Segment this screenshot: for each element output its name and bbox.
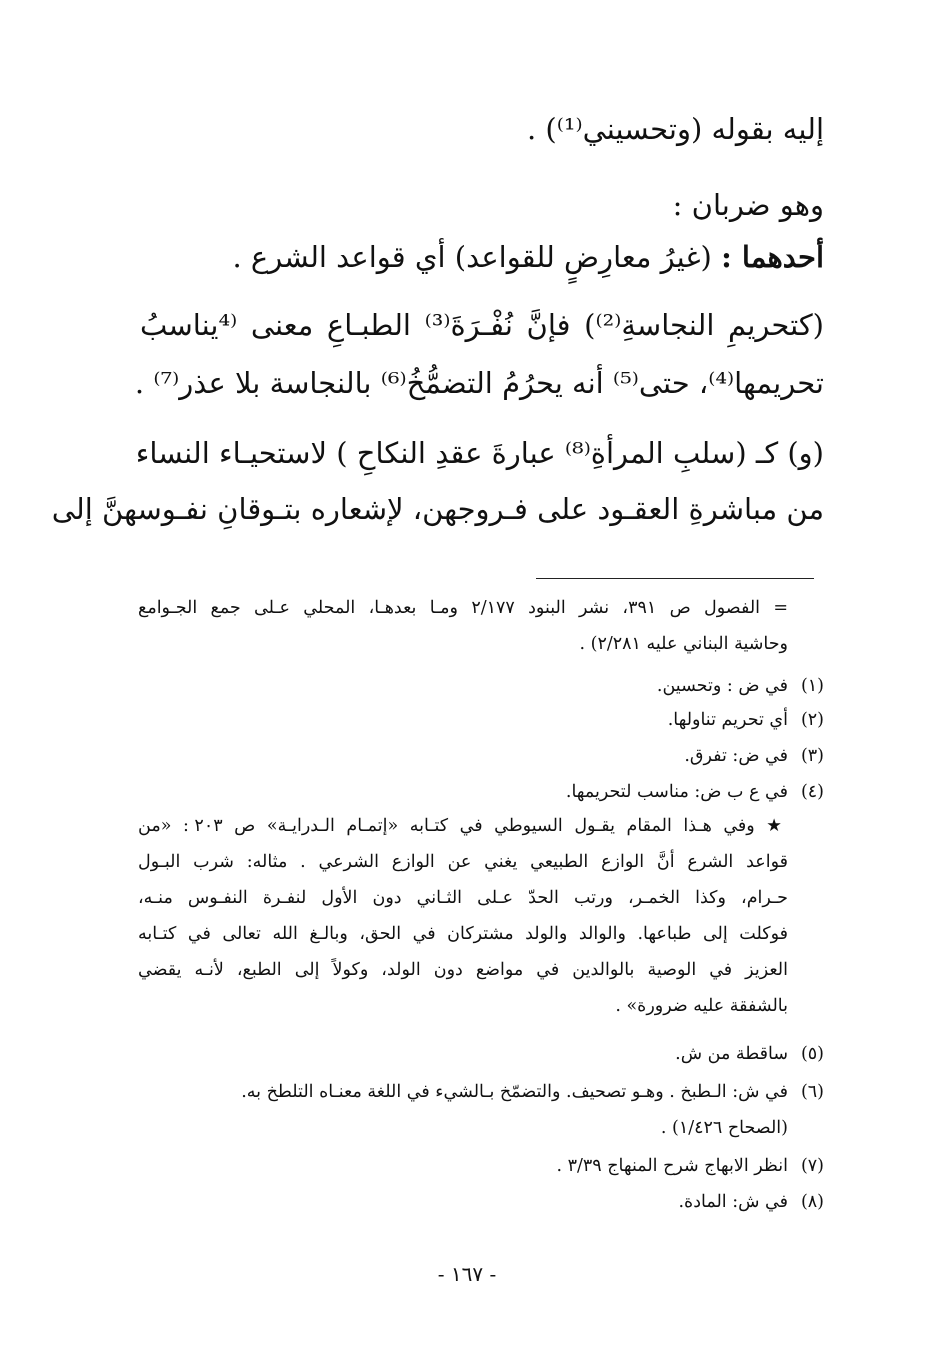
star-note-line-3: حـرام، وكذا الخمـر، ورتب الحدّ عـلى الثـاني دون الأول لنفـرة النفـوس منـه، (138, 888, 788, 908)
footnote-6-number: (٦) (800, 1082, 824, 1102)
footnote-2 (138, 710, 824, 730)
star-note-line-4: فوكلت إلى طباعها. والوالد والولد مشتركان في الحق، وبالـغ الله تعالى في كتـابه (138, 924, 788, 944)
footnote-8 (138, 1192, 824, 1212)
ahaduhuma-label: أحدهما : (721, 240, 824, 274)
footnote-6-continuation: (الصحاح ١/٤٢٦) . (660, 1118, 788, 1138)
footnote-5 (138, 1044, 824, 1064)
footnote-2-text: أي تحريم تناولها. (667, 710, 788, 730)
star-note-line-2: قواعد الشرع أنَّ الوازع الطبيعي يغني عن الوازع الشرعي . مثاله: شرب البـول (138, 852, 788, 872)
footnote-3 (138, 746, 824, 766)
footnote-3-number: (٣) (800, 746, 824, 766)
footnote-6-text: في ش: الـطبخ . وهـو تصحيف. والتضمّخ بـالشيء في اللغة معنـاه التلطخ به. (241, 1082, 788, 1102)
main-line-3-text: (غيرُ معارِضٍ للقواعد) أي قواعد الشرع . (232, 240, 712, 274)
footnote-4-number: (٤) (800, 782, 824, 802)
main-line-7: من مباشرةِ العقـود على فـروجهن، لإشعاره بتـوقانِ نفـوسهنَّ إلى (51, 492, 824, 526)
footnote-8-number: (٨) (800, 1192, 824, 1212)
footnote-2-number: (٢) (800, 710, 824, 730)
footnote-1-text: في ض : وتحسين. (656, 676, 788, 696)
star-note-line-5: العزيز في الوصية بالوالدين في مواضع دون الولد، وكولاً إلى الطبع، لأنـه يقضي (138, 960, 788, 980)
main-line-4: (كتحريمِ النجاسةِ⁽²⁾) فإنَّ نُفْـرَةَ⁽³⁾ الطبـاعِ معنى ⁽⁴يناسبُ (140, 308, 824, 342)
footnote-separator (536, 578, 814, 579)
footnote-continuation-1: = الفصول ص ٣٩١، نشر البنود ٢/١٧٧ ومـا بعدهـا، المحلي عـلى جمع الجـوامع (138, 598, 788, 618)
star-note-line-1: ★ وفي هـذا المقام يقـول السيوطي في كتـابه «إتمـام الـدرايـة» ص ٢٠٣ : «من (138, 816, 788, 836)
footnote-4-text: في ع ب ض: مناسب لتحريمها. (565, 782, 788, 802)
footnote-1 (138, 676, 824, 696)
star-note-line-6: بالشفقة عليه ضرورة» . (615, 996, 788, 1016)
footnote-5-text: ساقطة من ش. (675, 1044, 788, 1064)
footnote-5-number: (٥) (800, 1044, 824, 1064)
main-line-1: إليه بقوله (وتحسيني⁽¹⁾) . (526, 112, 824, 146)
footnote-1-number: (١) (800, 676, 824, 696)
footnote-6 (138, 1082, 824, 1102)
main-line-6: (و) كـ (سلبِ المرأةِ⁽⁸⁾ عبارةَ عقدِ النكاحِ ) لاستحيـاء النساء (135, 436, 824, 470)
main-line-5: تحريمها⁽⁴⁾، حتى⁽⁵⁾ أنه يحرُمُ التضمُّخُ⁽⁶⁾ بالنجاسة بلا عذر⁽⁷⁾ . (134, 366, 824, 400)
footnote-8-text: في ش: المادة. (678, 1192, 788, 1212)
main-line-2: وهو ضربان : (672, 188, 824, 222)
footnote-3-text: في ض: تفرق. (684, 746, 788, 766)
main-line-3 (140, 240, 824, 274)
footnote-7 (138, 1156, 824, 1176)
footnote-4 (138, 782, 824, 802)
footnote-7-text: انظر الابهاج شرح المنهاج ٣/٣٩ . (556, 1156, 788, 1176)
footnote-continuation-2: وحاشية البناني عليه ٢/٢٨١) . (579, 634, 788, 654)
footnote-7-number: (٧) (800, 1156, 824, 1176)
page-number: - ١٦٧ - (437, 1262, 497, 1286)
